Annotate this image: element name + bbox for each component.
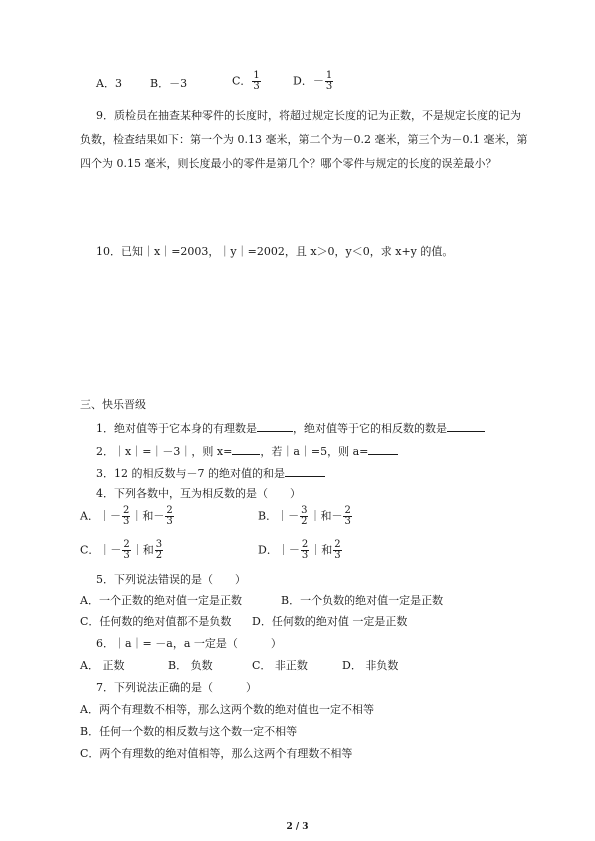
q9-line-1: 9．质检员在抽查某种零件的长度时，将超过规定长度的记为正数，不是规定长度的记为 <box>96 109 521 122</box>
answer-blank[interactable] <box>285 465 325 477</box>
q4-option-d: D．｜－ $\frac{2}{3}$ ｜和 $\frac{2}{3}$ <box>258 539 341 561</box>
q4-option-a: A．｜－ $\frac{2}{3}$ ｜和－ $\frac{2}{3}$ <box>80 505 173 527</box>
option-a: A．3 <box>96 77 122 90</box>
answer-blank[interactable] <box>257 420 293 432</box>
q6-option-c: C． 非正数 <box>252 659 308 672</box>
q10-line: 10．已知｜x｜=2003，｜y｜=2002，且 x＞0，y＜0，求 x+y 的值。 <box>96 245 454 258</box>
q6-option-d: D． 非负数 <box>342 659 399 672</box>
fraction: $\frac{1}{3}$ <box>325 70 333 92</box>
q5-option-b: B．一个负数的绝对值一定是正数 <box>281 594 444 607</box>
q6-option-a: A． 正数 <box>80 659 125 672</box>
answer-blank[interactable] <box>368 443 398 455</box>
s3-q4: 4．下列各数中，互为相反数的是（ ） <box>96 487 301 500</box>
q4-option-c: C．｜－ $\frac{2}{3}$ ｜和 $\frac{3}{2}$ <box>80 539 163 561</box>
q5-option-d: D．任何数的绝对值 一定是正数 <box>252 615 408 628</box>
q4-option-b: B．｜－ $\frac{3}{2}$ ｜和－ $\frac{2}{3}$ <box>258 505 351 527</box>
s3-q1: 1．绝对值等于它本身的有理数是 ，绝对值等于它的相反数的数是 <box>96 420 485 436</box>
fraction: $\frac{2}{3}$ <box>122 505 130 527</box>
q6-option-b: B． 负数 <box>168 659 213 672</box>
fraction: $\frac{2}{3}$ <box>301 539 309 561</box>
q9-line-2: 负数，检查结果如下：第一个为 0.13 毫米，第二个为－0.2 毫米，第三个为－0.1 毫米，第 <box>80 133 528 146</box>
s3-q3: 3．12 的相反数与－7 的绝对值的和是 <box>96 465 325 481</box>
fraction: $\frac{2}{3}$ <box>334 539 341 561</box>
section-title: 三、快乐晋级 <box>80 398 146 411</box>
q5-option-a: A．一个正数的绝对值一定是正数 <box>80 594 242 607</box>
fraction: $\frac{2}{3}$ <box>166 505 173 527</box>
q7-option-b: B．任何一个数的相反数与这个数一定不相等 <box>80 725 298 738</box>
s3-q2: 2．｜x｜=｜－3｜，则 x= ，若｜a｜=5，则 a= <box>96 443 398 459</box>
q9-line-3: 四个为 0.15 毫米，则长度最小的零件是第几个？哪个零件与规定的长度的误差最小？ <box>80 157 497 170</box>
answer-blank[interactable] <box>447 420 485 432</box>
option-d: D．－ $\frac{1}{3}$ <box>293 70 333 92</box>
q7-option-c: C．两个有理数的绝对值相等，那么这两个有理数不相等 <box>80 747 353 760</box>
s3-q6: 6．｜a｜= －a，a 一定是（ ） <box>96 637 282 650</box>
option-c: C． $\frac{1}{3}$ <box>232 70 260 92</box>
fraction: $\frac{1}{3}$ <box>253 70 260 92</box>
fraction: $\frac{3}{2}$ <box>301 505 308 527</box>
option-b: B．－3 <box>150 77 188 90</box>
answer-blank[interactable] <box>232 443 260 455</box>
fraction: $\frac{2}{3}$ <box>123 539 130 561</box>
s3-q7: 7．下列说法正确的是（ ） <box>96 681 257 694</box>
s3-q5: 5．下列说法错误的是（ ） <box>96 573 246 586</box>
page-number: 2 / 3 <box>286 822 309 832</box>
q5-option-c: C．任何数的绝对值都不是负数 <box>80 615 232 628</box>
q7-option-a: A．两个有理数不相等，那么这两个数的绝对值也一定不相等 <box>80 703 374 716</box>
fraction: $\frac{3}{2}$ <box>155 539 163 561</box>
fraction: $\frac{2}{3}$ <box>344 505 351 527</box>
